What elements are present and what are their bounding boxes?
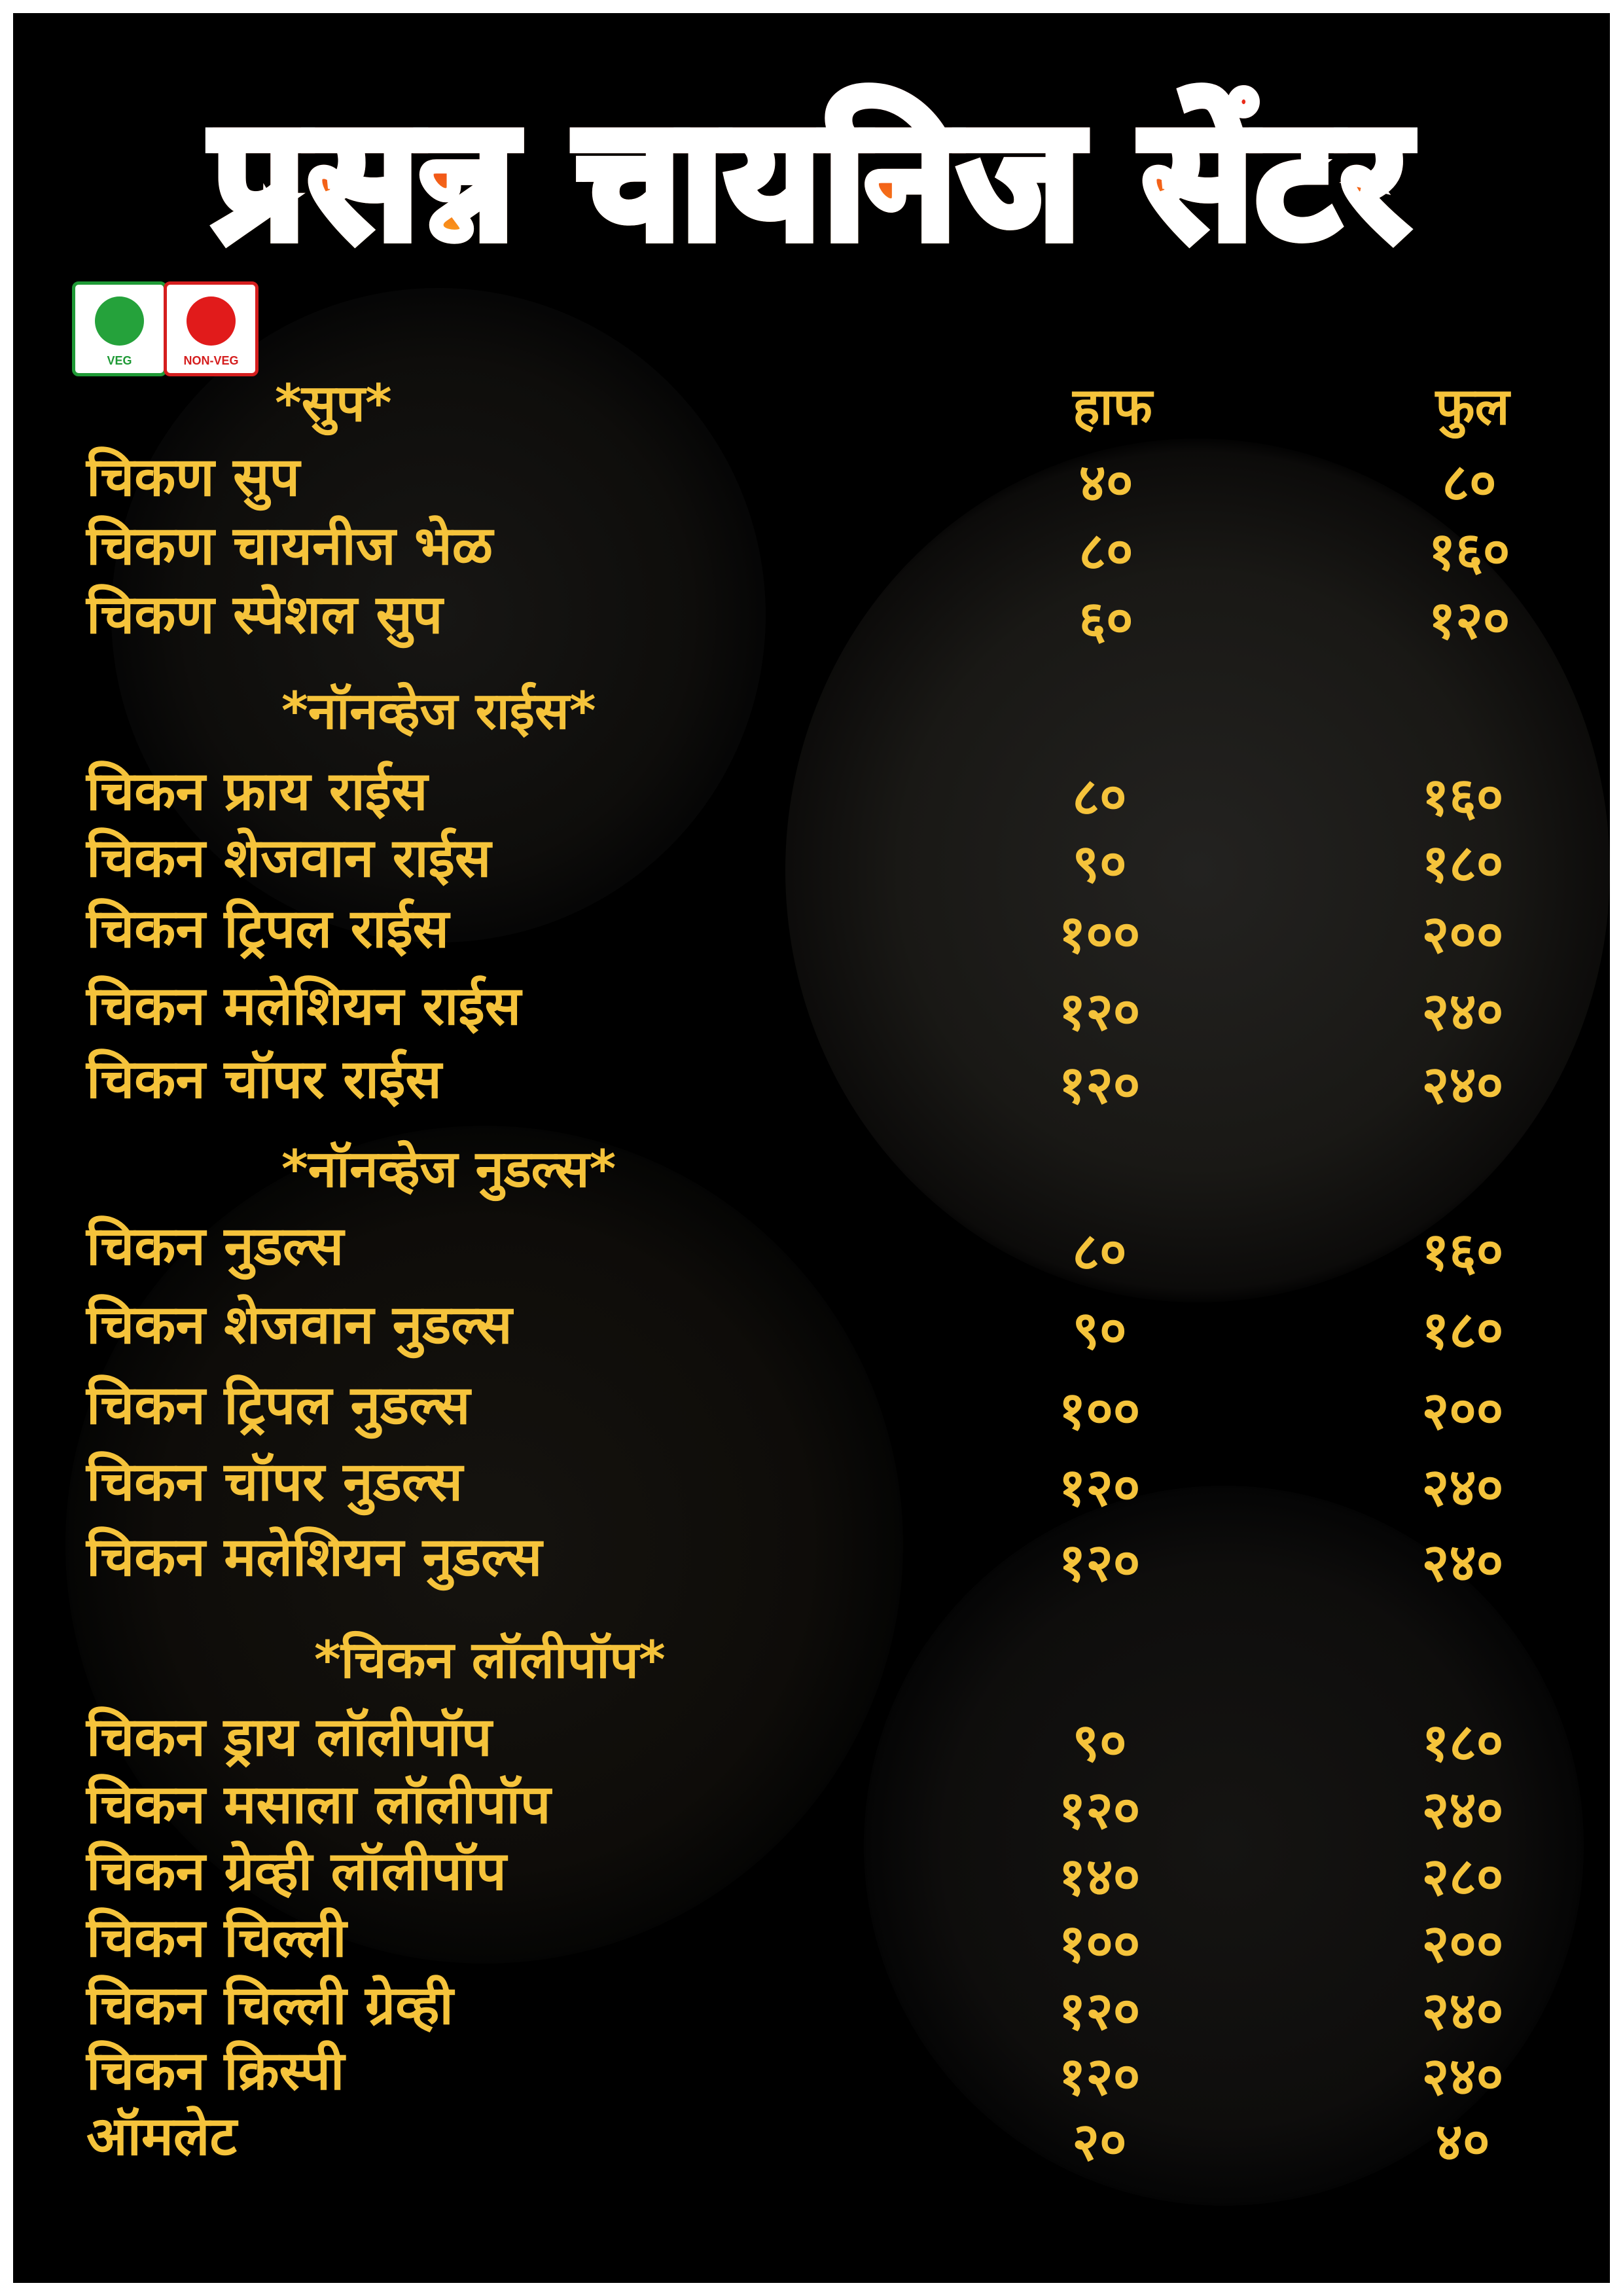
column-header-full: फुल (1435, 378, 1510, 437)
menu-item-name: चिकन नुडल्स (86, 1215, 344, 1278)
menu-item-full-price: २०० (1421, 904, 1504, 965)
menu-item-name: चिकण स्पेशल सुप (86, 584, 443, 646)
menu-item-name: ऑमलेट (86, 2106, 237, 2168)
menu-item-half-price: ९० (1072, 1300, 1127, 1361)
menu-item-full-price: १८० (1421, 1300, 1504, 1361)
menu-item-full-price: १६० (1421, 766, 1504, 827)
menu-item-name: चिकन शेजवान राईस (86, 827, 491, 889)
menu-item-half-price: ९० (1072, 1712, 1127, 1773)
menu-item-name: चिकण चायनीज भेळ (86, 515, 493, 577)
section-title-nonveg-rice: *नॉनव्हेज राईस* (281, 682, 596, 741)
menu-item-half-price: ८० (1079, 521, 1133, 582)
menu-item-name: चिकन ट्रिपल नुडल्स (86, 1374, 471, 1437)
menu-item-full-price: ४० (1435, 2111, 1490, 2172)
menu-item-half-price: ६० (1079, 590, 1133, 651)
menu-item-half-price: १०० (1058, 1913, 1141, 1974)
menu-item-full-price: २४० (1421, 2046, 1504, 2107)
menu-item-name: चिकन शेजवान नुडल्स (86, 1294, 512, 1356)
menu-item-full-price: १६० (1428, 521, 1510, 582)
menu-item-full-price: २४० (1421, 1780, 1504, 1840)
nonveg-label: NON-VEG (183, 354, 239, 367)
menu-item-half-price: १२० (1058, 1780, 1141, 1840)
menu-item-full-price: १८० (1421, 1712, 1504, 1773)
menu-item-name: चिकन फ्राय राईस (86, 761, 428, 823)
menu-item-half-price: १२० (1058, 1054, 1141, 1115)
menu-item-half-price: १२० (1058, 2046, 1141, 2107)
menu-item-name: चिकन चॉपर राईस (86, 1049, 442, 1111)
menu-item-name: चिकन मलेशियन नुडल्स (86, 1526, 543, 1588)
menu-item-full-price: २४० (1421, 1457, 1504, 1518)
menu-item-half-price: ८० (1072, 1221, 1127, 1282)
menu-item-full-price: १२० (1428, 590, 1510, 651)
menu-item-half-price: १०० (1058, 1380, 1141, 1441)
menu-item-half-price: १२० (1058, 1457, 1141, 1518)
menu-item-full-price: २०० (1421, 1380, 1504, 1441)
menu-item-full-price: ८० (1442, 452, 1497, 513)
menu-item-name: चिकन चॉपर नुडल्स (86, 1451, 463, 1513)
menu-item-half-price: १२० (1058, 1981, 1141, 2041)
menu-item-name: चिकन मसाला लॉलीपॉप (86, 1774, 551, 1836)
menu-item-half-price: १२० (1058, 1532, 1141, 1593)
restaurant-title: प्रसन्न चायनिज सेंटर (212, 84, 1411, 275)
menu-item-name: चिकन चिल्ली (86, 1907, 347, 1969)
menu-item-half-price: १०० (1058, 904, 1141, 965)
menu-item-name: चिकन ट्रिपल राईस (86, 898, 450, 960)
menu-item-name: चिकन मलेशियन राईस (86, 975, 522, 1037)
menu-item-half-price: ४० (1079, 452, 1133, 513)
menu-item-half-price: ९० (1072, 833, 1127, 894)
section-title-chicken-lollipop: *चिकन लॉलीपॉप* (314, 1631, 666, 1690)
menu-item-full-price: १६० (1421, 1221, 1504, 1282)
column-header-half: हाफ (1073, 378, 1152, 437)
menu-item-full-price: २४० (1421, 981, 1504, 1042)
menu-item-half-price: २० (1072, 2111, 1127, 2172)
menu-item-half-price: १२० (1058, 981, 1141, 1042)
menu-item-full-price: २४० (1421, 1981, 1504, 2041)
menu-poster (13, 13, 1610, 2283)
menu-item-name: चिकन ड्राय लॉलीपॉप (86, 1706, 492, 1768)
menu-item-half-price: १४० (1058, 1846, 1141, 1907)
section-title-soup: *सुप* (275, 374, 392, 433)
veg-label: VEG (107, 354, 132, 367)
menu-item-full-price: २४० (1421, 1054, 1504, 1115)
menu-item-full-price: १८० (1421, 833, 1504, 894)
section-title-nonveg-noodles: *नॉनव्हेज नुडल्स* (281, 1140, 616, 1199)
menu-item-full-price: २८० (1421, 1846, 1504, 1907)
menu-item-half-price: ८० (1072, 766, 1127, 827)
menu-item-full-price: २४० (1421, 1532, 1504, 1593)
menu-item-name: चिकण सुप (86, 446, 300, 509)
menu-list (13, 13, 1610, 2283)
menu-item-name: चिकन चिल्ली ग्रेव्ही (86, 1975, 454, 2037)
menu-item-name: चिकन क्रिस्पी (86, 2040, 345, 2102)
menu-item-name: चिकन ग्रेव्ही लॉलीपॉप (86, 1840, 507, 1903)
menu-item-full-price: २०० (1421, 1913, 1504, 1974)
